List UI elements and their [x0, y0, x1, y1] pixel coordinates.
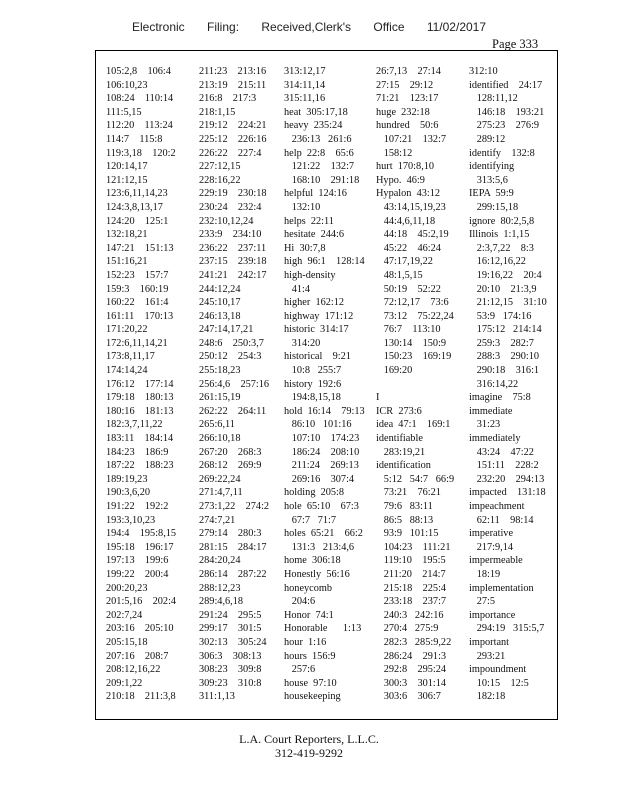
index-box — [95, 50, 558, 720]
index-entry: 195:18 196:17 — [106, 541, 174, 553]
index-entry: honeycomb — [284, 582, 333, 594]
index-entry: 194:4 195:8,15 — [106, 528, 177, 540]
index-entry: 108:24 110:14 — [106, 93, 174, 105]
index-column-1 — [106, 65, 196, 704]
index-entry: 132:10 — [284, 201, 321, 213]
index-entry: 44:4,6,11,18 — [376, 215, 436, 227]
index-entry: 245:10,17 — [199, 297, 241, 309]
index-entry: 313:5,6 — [469, 174, 508, 186]
index-entry: 236:22 237:11 — [199, 242, 267, 254]
index-entry: 10:8 255:7 — [284, 365, 342, 377]
index-entry: 124:3,8,13,17 — [106, 201, 163, 213]
index-entry: holding 205:8 — [284, 487, 345, 499]
index-entry: 290:18 316:1 — [469, 365, 540, 377]
index-entry: heat 305:17,18 — [284, 106, 348, 118]
index-entry: hours 156:9 — [284, 650, 336, 662]
index-entry: hold 16:14 79:13 — [284, 405, 365, 417]
index-entry: 161:11 170:13 — [106, 310, 174, 322]
index-entry: 48:1,5,15 — [376, 269, 423, 281]
index-entry: 286:14 287:22 — [199, 568, 267, 580]
index-entry: 119:3,18 120:2 — [106, 147, 176, 159]
index-entry: 175:12 214:14 — [469, 324, 542, 336]
index-entry: idea 47:1 169:1 — [376, 419, 451, 431]
index-entry: 191:22 192:2 — [106, 501, 169, 512]
index-entry: 216:8 217:3 — [199, 93, 257, 105]
index-entry: 314:20 — [284, 337, 321, 349]
index-entry: hundred 50:6 — [376, 120, 439, 132]
index-entry: 200:20,23 — [106, 582, 148, 594]
index-entry: 215:18 225:4 — [376, 582, 447, 594]
index-entry: 289:12 — [469, 133, 506, 145]
index-entry: 302:13 305:24 — [199, 636, 267, 648]
index-entry: 313:12,17 — [284, 66, 326, 77]
index-entry: 288:3 290:10 — [469, 351, 540, 363]
index-entry: holes 65:21 66:2 — [284, 528, 363, 540]
index-entry: 182:18 — [469, 691, 506, 703]
index-entry: 152:23 157:7 — [106, 269, 169, 281]
index-column-3 — [284, 65, 374, 704]
index-entry: identification — [376, 460, 431, 472]
index-entry: 236:13 261:6 — [284, 133, 352, 145]
index-entry: 300:3 301:14 — [376, 677, 447, 689]
index-entry: 299:17 301:5 — [199, 623, 262, 635]
index-entry: 262:22 264:11 — [199, 405, 267, 417]
index-entry: historic 314:17 — [284, 324, 349, 336]
index-column-2 — [199, 65, 289, 704]
index-entry: Hi 30:7,8 — [284, 242, 326, 254]
page-number: Page 333 — [492, 37, 539, 51]
index-entry: Honorable 1:13 — [284, 623, 362, 635]
index-entry: 130:14 150:9 — [376, 337, 447, 349]
index-entry: 211:24 269:13 — [284, 460, 359, 472]
index-entry: 27:5 — [469, 596, 496, 608]
index-entry: 186:24 208:10 — [284, 446, 360, 458]
index-entry: 183:11 184:14 — [106, 433, 174, 445]
index-entry: 173:8,11,17 — [106, 351, 155, 363]
index-entry: immediately — [469, 433, 521, 445]
index-entry: 308:23 309:8 — [199, 664, 262, 676]
index-entry: 147:21 151:13 — [106, 242, 174, 254]
index-entry: I — [376, 392, 380, 404]
index-entry: 179:18 180:13 — [106, 392, 174, 404]
index-entry: impoundment — [469, 664, 527, 676]
header-filing: Filing: — [207, 20, 240, 34]
index-entry: 79:6 83:11 — [376, 501, 433, 512]
index-entry: 232:20 294:13 — [469, 473, 545, 485]
index-entry: 309:23 310:8 — [199, 677, 262, 689]
index-entry: 114:7 115:8 — [106, 133, 163, 145]
index-entry: 288:12,23 — [199, 582, 241, 594]
index-entry: 31:23 — [469, 419, 501, 431]
index-entry: 269:16 307:4 — [284, 473, 355, 485]
index-column-5 — [469, 65, 559, 704]
index-entry: 294:19 315:5,7 — [469, 623, 545, 635]
index-entry: 86:5 88:13 — [376, 514, 434, 526]
index-entry: 268:12 269:9 — [199, 460, 262, 472]
index-entry: 18:19 — [469, 568, 501, 580]
index-entry: 267:20 268:3 — [199, 446, 262, 458]
index-entry: 172:6,11,14,21 — [106, 337, 168, 349]
index-entry: 271:4,7,11 — [199, 487, 243, 499]
index-entry: impeachment — [469, 501, 525, 512]
index-entry: 41:4 — [284, 283, 311, 295]
index-entry: 229:19 230:18 — [199, 188, 267, 200]
index-entry: 5:12 54:7 66:9 — [376, 473, 455, 485]
index-entry: 190:3,6,20 — [106, 487, 151, 499]
index-entry: 315:11,16 — [284, 93, 326, 105]
index-entry: 299:15,18 — [469, 201, 519, 213]
index-entry: 227:12,15 — [199, 161, 241, 173]
index-entry: 269:22,24 — [199, 473, 241, 485]
index-entry: 311:1,13 — [199, 691, 235, 703]
index-entry: 255:18,23 — [199, 365, 241, 377]
index-entry: 257:6 — [284, 664, 316, 676]
index-entry: ICR 273:6 — [376, 405, 422, 417]
index-entry: 2:3,7,22 8:3 — [469, 242, 534, 254]
index-entry: huge 232:18 — [376, 106, 430, 118]
index-entry: identifying — [469, 161, 515, 173]
index-entry: helps 22:11 — [284, 215, 334, 227]
index-entry: 316:14,22 — [469, 378, 519, 390]
index-entry: 250:12 254:3 — [199, 351, 262, 363]
index-entry: 213:19 215:11 — [199, 79, 267, 91]
index-entry: implementation — [469, 582, 534, 594]
index-entry: 194:8,15,18 — [284, 392, 341, 404]
index-entry: 19:16,22 20:4 — [469, 269, 542, 281]
index-entry: imperative — [469, 528, 514, 540]
index-entry: 211:23 213:16 — [199, 66, 267, 77]
index-entry: 43:14,15,19,23 — [376, 201, 446, 213]
index-entry: 26:7,13 27:14 — [376, 66, 441, 77]
index-entry: 248:6 250:3,7 — [199, 337, 264, 349]
footer-company: L.A. Court Reporters, L.L.C. — [239, 732, 379, 746]
index-entry: 226:22 227:4 — [199, 147, 262, 159]
index-entry: 124:20 125:1 — [106, 215, 169, 227]
index-entry: historical 9:21 — [284, 351, 351, 363]
index-entry: ignore 80:2,5,8 — [469, 215, 535, 227]
index-entry: 112:20 113:24 — [106, 120, 173, 132]
index-entry: 120:14,17 — [106, 161, 148, 173]
header-office: Office — [373, 20, 405, 34]
index-entry: 189:19,23 — [106, 473, 148, 485]
index-entry: 197:13 199:6 — [106, 555, 169, 567]
index-entry: 73:12 75:22,24 — [376, 310, 454, 322]
index-entry: 283:19,21 — [376, 446, 426, 458]
index-entry: 146:18 193:21 — [469, 106, 545, 118]
index-entry: 203:16 205:10 — [106, 623, 174, 635]
index-entry: 261:15,19 — [199, 392, 241, 404]
index-entry: 44:18 45:2,19 — [376, 229, 449, 241]
index-entry: home 306:18 — [284, 555, 341, 567]
header-received: Received,Clerk's — [261, 20, 352, 34]
index-entry: 292:8 295:24 — [376, 664, 447, 676]
index-entry: 209:1,22 — [106, 677, 143, 689]
index-entry: 204:6 — [284, 596, 316, 608]
index-entry: 240:3 242:16 — [376, 609, 444, 621]
index-entry: 107:21 132:7 — [376, 133, 447, 145]
index-entry: 259:3 282:7 — [469, 337, 534, 349]
index-entry: 119:10 195:5 — [376, 555, 446, 567]
index-entry: 193:3,10,23 — [106, 514, 156, 526]
index-entry: 289:4,6,18 — [199, 596, 244, 608]
index-entry: hour 1:16 — [284, 636, 327, 648]
index-entry: 151:11 228:2 — [469, 460, 539, 472]
index-entry: 180:16 181:13 — [106, 405, 174, 417]
index-entry: 107:10 174:23 — [284, 433, 360, 445]
index-entry: 286:24 291:3 — [376, 650, 447, 662]
index-entry: higher 162:12 — [284, 297, 345, 309]
index-entry: hesitate 244:6 — [284, 229, 345, 241]
index-entry: Honor 74:1 — [284, 609, 334, 621]
footer — [0, 732, 618, 760]
index-entry: identified 24:17 — [469, 79, 543, 91]
index-entry: 106:10,23 — [106, 79, 148, 91]
index-entry: house 97:10 — [284, 677, 337, 689]
index-entry: 211:20 214:7 — [376, 568, 446, 580]
index-entry: 232:10,12,24 — [199, 215, 254, 227]
index-entry: IEPA 59:9 — [469, 188, 514, 200]
index-entry: 21:12,15 31:10 — [469, 297, 547, 309]
index-entry: 247:14,17,21 — [199, 324, 254, 336]
index-entry: 76:7 113:10 — [376, 324, 441, 336]
index-entry: 43:24 47:22 — [469, 446, 534, 458]
index-entry: 47:17,19,22 — [376, 256, 433, 268]
index-entry: 314:11,14 — [284, 79, 326, 91]
index-entry: 150:23 169:19 — [376, 351, 452, 363]
index-entry: 202:7,24 — [106, 609, 143, 621]
index-entry: 274:7,21 — [199, 514, 236, 526]
header-date: 11/02/2017 — [426, 20, 487, 34]
index-entry: 104:23 111:21 — [376, 541, 451, 553]
index-entry: 182:3,7,11,22 — [106, 419, 163, 431]
index-entry: 241:21 242:17 — [199, 269, 267, 281]
index-entry: 86:10 101:16 — [284, 419, 352, 431]
index-entry: important — [469, 636, 510, 648]
index-entry: Honestly 56:16 — [284, 568, 350, 580]
index-entry: 266:10,18 — [199, 433, 241, 445]
index-entry: hole 65:10 67:3 — [284, 501, 359, 512]
index-entry: importance — [469, 609, 516, 621]
index-entry: 168:10 291:18 — [284, 174, 360, 186]
index-entry: 225:12 226:16 — [199, 133, 267, 145]
index-entry: 53:9 174:16 — [469, 310, 532, 322]
index-entry: high 96:1 128:14 — [284, 256, 365, 268]
index-entry: 273:1,22 274:2 — [199, 501, 270, 512]
index-entry — [376, 378, 466, 392]
index-entry: identify 132:8 — [469, 147, 535, 159]
index-entry: 123:6,11,14,23 — [106, 188, 168, 200]
index-entry: 199:22 200:4 — [106, 568, 169, 580]
index-entry: 187:22 188:23 — [106, 460, 174, 472]
index-entry: 265:6,11 — [199, 419, 235, 431]
index-entry: Hypalon 43:12 — [376, 188, 441, 200]
index-entry: 151:16,21 — [106, 256, 148, 268]
index-entry: 160:22 161:4 — [106, 297, 169, 309]
index-entry: 230:24 232:4 — [199, 201, 262, 213]
index-entry: 128:11,12 — [469, 93, 518, 105]
index-entry: 72:12,17 73:6 — [376, 297, 449, 309]
header-electronic: Electronic — [131, 20, 185, 34]
index-entry: 208:12,16,22 — [106, 664, 161, 676]
index-entry: 132:18,21 — [106, 229, 148, 241]
index-entry: 174:14,24 — [106, 365, 148, 377]
index-entry: 93:9 101:15 — [376, 528, 439, 540]
index-entry: 176:12 177:14 — [106, 378, 174, 390]
index-entry: impacted 131:18 — [469, 487, 546, 499]
index-entry: 10:15 12:5 — [469, 677, 529, 689]
index-entry: 71:21 123:17 — [376, 93, 439, 105]
index-entry: 281:15 284:17 — [199, 541, 267, 553]
index-entry: 270:4 275:9 — [376, 623, 439, 635]
index-entry: 237:15 239:18 — [199, 256, 267, 268]
index-entry: 210:18 211:3,8 — [106, 691, 176, 703]
index-entry: 233:18 237:7 — [376, 596, 447, 608]
index-entry: 228:16,22 — [199, 174, 241, 186]
index-entry: 105:2,8 106:4 — [106, 66, 171, 77]
index-entry: imagine 75:8 — [469, 392, 531, 404]
index-entry: 62:11 98:14 — [469, 514, 534, 526]
index-entry: 244:12,24 — [199, 283, 241, 295]
index-entry: identifiable — [376, 433, 423, 445]
filing-header — [0, 20, 618, 34]
index-entry: 121:12,15 — [106, 174, 148, 186]
index-entry: 158:12 — [376, 147, 413, 159]
index-entry: 50:19 52:22 — [376, 283, 441, 295]
index-entry: 205:15,18 — [106, 636, 148, 648]
index-entry: hurt 170:8,10 — [376, 161, 435, 173]
index-entry: 45:22 46:24 — [376, 242, 441, 254]
index-entry: 246:13,18 — [199, 310, 241, 322]
index-entry: Hypo. 46:9 — [376, 174, 425, 186]
index-entry: highway 171:12 — [284, 310, 354, 322]
index-entry: history 192:6 — [284, 378, 342, 390]
index-entry: 131:3 213:4,6 — [284, 541, 355, 553]
index-entry: 20:10 21:3,9 — [469, 283, 537, 295]
index-entry: 275:23 276:9 — [469, 120, 540, 132]
index-entry: 217:9,14 — [469, 541, 514, 553]
index-entry: 312:10 — [469, 66, 498, 77]
index-entry: Illinois 1:1,15 — [469, 229, 530, 241]
index-entry: 233:9 234:10 — [199, 229, 262, 241]
index-entry: 218:1,15 — [199, 106, 236, 118]
index-entry: 73:21 76:21 — [376, 487, 441, 499]
index-entry: 201:5,16 202:4 — [106, 596, 177, 608]
index-entry: 27:15 29:12 — [376, 79, 434, 91]
index-entry: 207:16 208:7 — [106, 650, 169, 662]
index-entry: 169:20 — [376, 365, 413, 377]
footer-phone: 312-419-9292 — [275, 746, 343, 760]
index-entry: 303:6 306:7 — [376, 691, 441, 703]
index-entry: 291:24 295:5 — [199, 609, 262, 621]
index-entry: 282:3 285:9,22 — [376, 636, 452, 648]
index-entry: 279:14 280:3 — [199, 528, 262, 540]
index-entry: heavy 235:24 — [284, 120, 343, 132]
index-entry: help 22:8 65:6 — [284, 147, 354, 159]
index-entry: 284:20,24 — [199, 555, 241, 567]
index-column-4 — [376, 65, 466, 704]
index-entry: helpful 124:16 — [284, 188, 347, 200]
index-entry: immediate — [469, 405, 513, 417]
index-entry: 293:21 — [469, 650, 506, 662]
index-entry: 219:12 224:21 — [199, 120, 267, 132]
index-entry: 171:20,22 — [106, 324, 148, 336]
index-entry: 67:7 71:7 — [284, 514, 337, 526]
index-entry: 121:22 132:7 — [284, 161, 355, 173]
index-entry: 159:3 160:19 — [106, 283, 169, 295]
index-entry: 306:3 308:13 — [199, 650, 262, 662]
index-columns — [96, 65, 557, 715]
index-entry: 184:23 186:9 — [106, 446, 169, 458]
index-entry: high-density — [284, 269, 336, 281]
index-entry: 111:5,15 — [106, 106, 142, 118]
index-entry: 256:4,6 257:16 — [199, 378, 270, 390]
index-entry: impermeable — [469, 555, 523, 567]
index-entry: housekeeping — [284, 691, 341, 703]
index-entry: 16:12,16,22 — [469, 256, 526, 268]
